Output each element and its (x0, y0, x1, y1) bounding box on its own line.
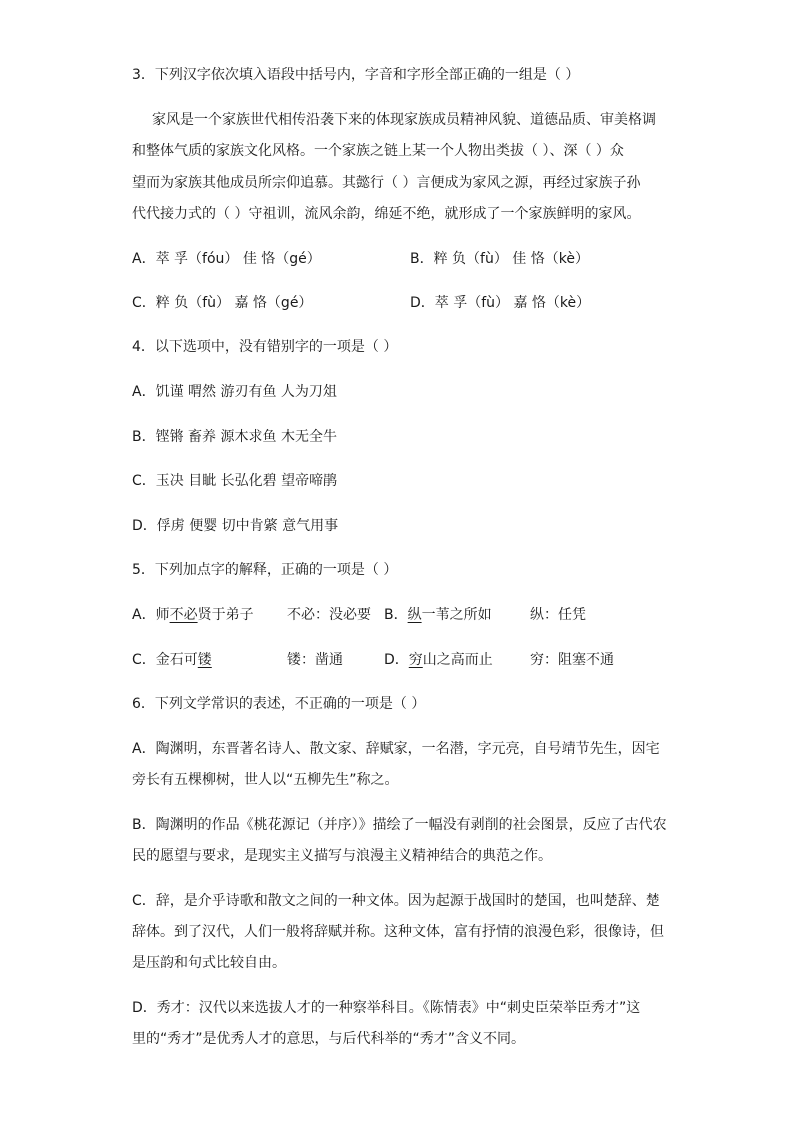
q4-option-b: B．铿锵 畜养 源木求鱼 木无全牛 (132, 429, 337, 445)
q5-a-prefix: A．师 (132, 607, 170, 623)
q5-d-prefix: D． (384, 652, 409, 668)
q5-a-suffix: 贤于弟子 (197, 607, 254, 623)
q5-option-a (132, 605, 254, 625)
q3-passage-line-4: 代代接力式的（ ）守祖训，流风余韵，绵延不绝，就形成了一个家族鲜明的家风。 (132, 206, 641, 222)
q3-stem: 3．下列汉字依次填入语段中括号内，字音和字形全部正确的一组是（ ） (132, 67, 580, 83)
q6-option-a-line-1: A．陶渊明，东晋著名诗人、散文家、辞赋家，一名潜，字元亮，自号靖节先生，因宅 (132, 741, 660, 757)
q5-b-marked-word: 纵 (407, 607, 422, 623)
q5-d-suffix: 山之高而止 (422, 652, 493, 668)
q6-option-c-line-3: 是压韵和句式比较自由。 (132, 955, 286, 971)
q5-c-marked-word: 镂 (197, 652, 212, 668)
q6-option-a-line-2: 旁长有五棵柳树，世人以“五柳先生”称之。 (132, 772, 399, 788)
q5-a-gloss: 不必：没必要 (287, 607, 371, 623)
q5-a-marked-word: 不必 (169, 607, 198, 623)
q3-passage-line-2: 和整体气质的家族文化风格。一个家族之链上某一个人物出类拔（ ）、深（ ）众 (132, 143, 624, 159)
q3-passage-line-3: 望而为家族其他成员所宗仰追慕。其懿行（ ）言便成为家风之源，再经过家族子孙 (132, 175, 641, 191)
q3-option-a: A．萃 孚（fóu） 佳 恪（gé） (132, 251, 321, 267)
q4-stem: 4．以下选项中，没有错别字的一项是（ ） (132, 339, 398, 355)
q6-option-b-line-1: B．陶渊明的作品《桃花源记（并序）》描绘了一幅没有剥削的社会图景，反应了古代农 (132, 817, 667, 833)
q4-option-d: D．俘虏 便婴 切中肯綮 意气用事 (132, 518, 339, 534)
q6-option-d-line-1: D．秀才：汉代以来选拔人才的一种察举科目。《陈情表》中“刺史臣荣举臣秀才”这 (132, 1000, 641, 1016)
q5-d-marked-word: 穷 (408, 652, 423, 668)
q5-stem: 5．下列加点字的解释，正确的一项是（ ） (132, 562, 398, 578)
q5-c-gloss: 镂：凿通 (287, 652, 343, 668)
q3-option-c: C．粹 负（fù） 嘉 恪（gé） (132, 295, 313, 311)
q3-option-b: B．粹 负（fù） 佳 恪（kè） (410, 251, 589, 267)
q5-c-prefix: C．金石可 (132, 652, 198, 668)
q4-option-c: C．玉决 目眦 长弘化碧 望帝啼鹃 (132, 473, 338, 489)
q5-option-c (132, 650, 212, 670)
q4-option-a: A．饥谨 喟然 游刃有鱼 人为刀俎 (132, 384, 337, 400)
q6-option-c-line-2: 辞体。到了汉代，人们一般将辞赋并称。这种文体，富有抒情的浪漫色彩，很像诗，但 (132, 924, 664, 940)
q5-b-gloss: 纵：任凭 (530, 607, 586, 623)
q5-b-suffix: 一苇之所如 (421, 607, 492, 623)
q5-b-prefix: B． (384, 607, 408, 623)
q5-option-b (384, 605, 492, 625)
q3-option-d: D．萃 孚（fù） 嘉 恪（kè） (410, 295, 591, 311)
q5-d-gloss: 穷：阻塞不通 (530, 652, 614, 668)
q3-passage-line-1: 家风是一个家族世代相传沿袭下来的体现家族成员精神风貌、道德品质、审美格调 (152, 112, 656, 128)
q6-option-c-line-1: C．辞，是介乎诗歌和散文之间的一种文体。因为起源于战国时的楚国，也叫楚辞、楚 (132, 893, 660, 909)
q6-option-b-line-2: 民的愿望与要求，是现实主义描写与浪漫主义精神结合的典范之作。 (132, 848, 552, 864)
q6-stem: 6．下列文学常识的表述，不正确的一项是（ ） (132, 696, 426, 712)
q6-option-d-line-2: 里的“秀才”是优秀人才的意思，与后代科举的“秀才”含义不同。 (132, 1031, 526, 1047)
q5-option-d (384, 650, 493, 670)
